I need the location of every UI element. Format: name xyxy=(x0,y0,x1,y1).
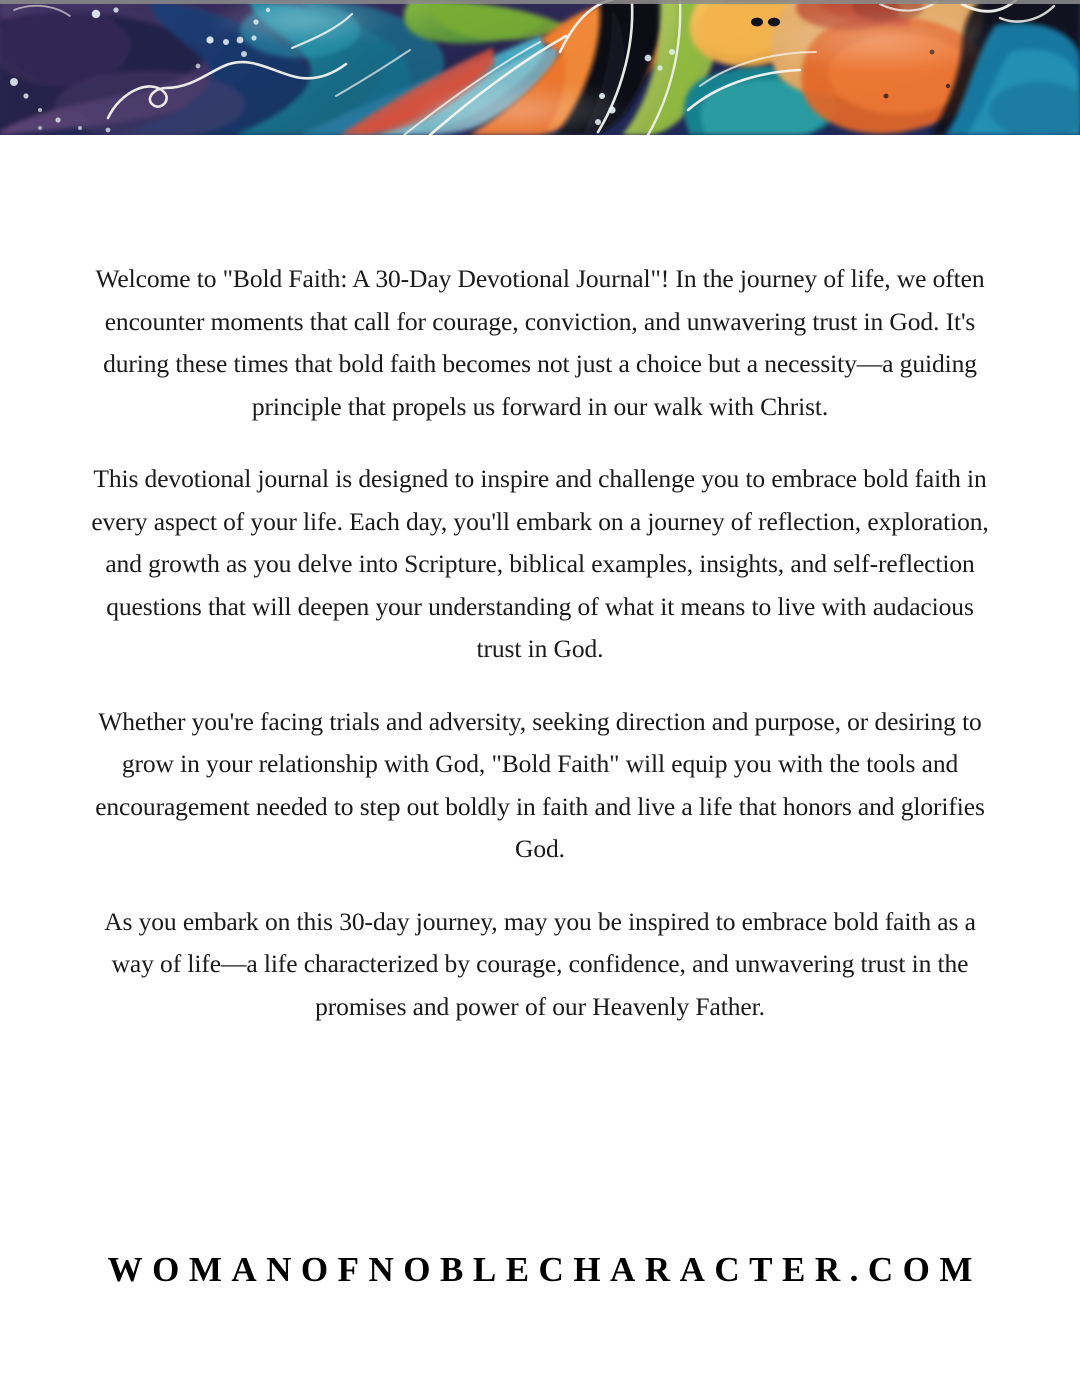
footer xyxy=(0,1248,1080,1292)
paragraph-welcome: Welcome to "Bold Faith: A 30-Day Devotional Journal"! In the journey of life, we often encounter moments that call for courage, conviction, and unwavering trust in God. It's during these times that bold faith becomes not just a choice but a necessity—a guiding principle that propels us forward in our walk with Christ. xyxy=(95,264,985,421)
top-edge-strip xyxy=(0,0,1080,4)
intro-text-block xyxy=(90,258,990,1028)
paragraph-audience: Whether you're facing trials and adversity, seeking direction and purpose, or desiring to grow in your relationship with God, "Bold Faith" will equip you with the tools and encouragement needed to step out boldly in faith and live a life that honors and glorifies God. xyxy=(95,706,985,863)
paragraph-purpose: This devotional journal is designed to inspire and challenge you to embrace bold faith in every aspect of your life. Each day, you'll embark on a journey of reflection, exploration, and growth as you delve into Scripture, biblical examples, insights, and self-reflection questions that will deepen your understanding of what it means to live with audacious trust in God. xyxy=(91,464,989,663)
footer-website-url: WOMANOFNOBLECHARACTER.COM xyxy=(107,1250,982,1289)
watercolor-artwork xyxy=(0,0,1080,135)
paragraph-closing: As you embark on this 30-day journey, may you be inspired to embrace bold faith as a way of life—a life characterized by courage, confidence, and unwavering trust in the promises and power of our Heavenly Father. xyxy=(104,906,976,1021)
header-watercolor-banner xyxy=(0,0,1080,135)
